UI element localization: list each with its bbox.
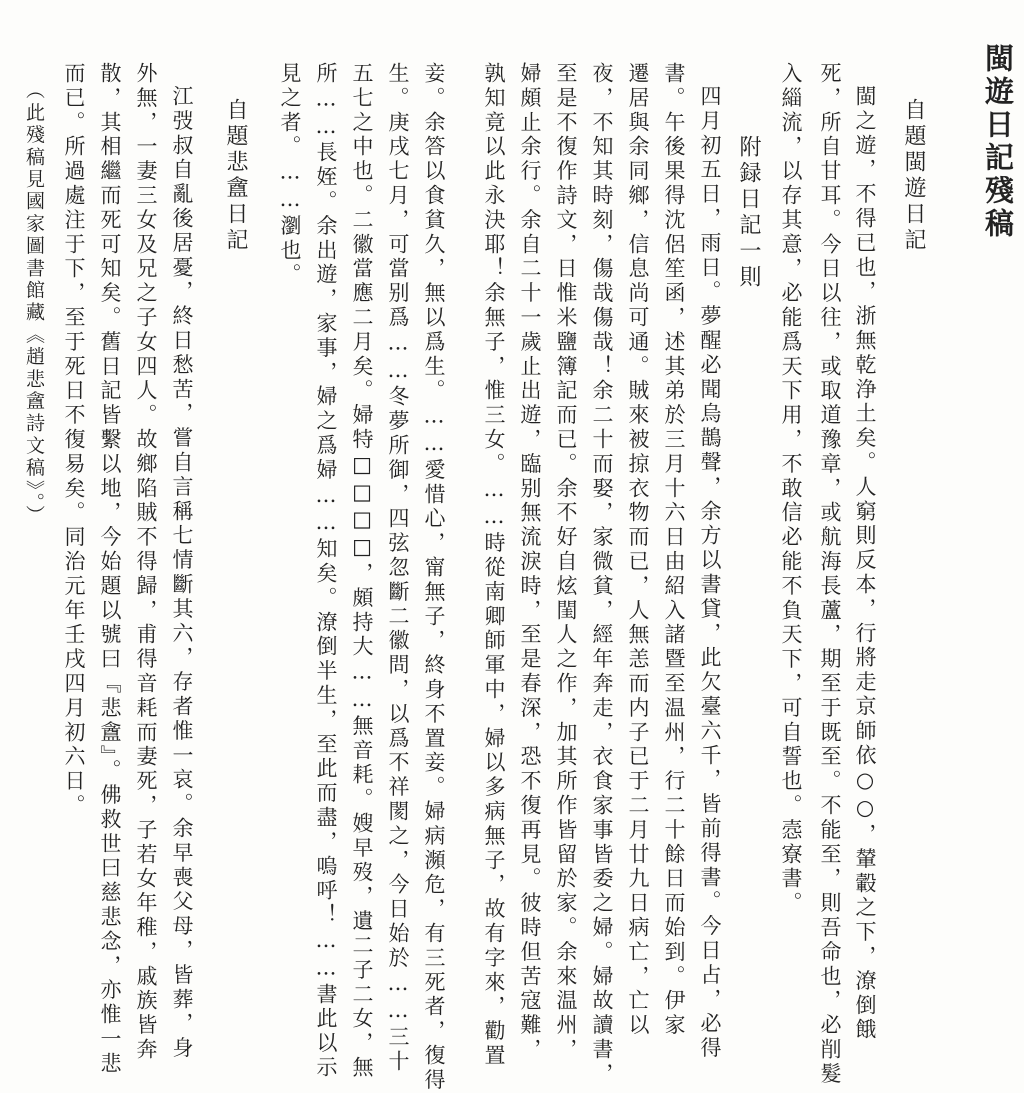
text-column: 書。午後果得沈侶笙函，述其弟於三月十六日由紹入諸暨至温州，行二十餘日而始到。伊家	[662, 62, 686, 1038]
text-column: 外無，一妻三女及兄之子女四人。故鄉陷賊不得歸，甫得音耗而妻死，子若女年稚，戚族皆奔	[134, 62, 158, 1063]
text-column: 入緇流，以存其意，必能爲天下用，不敢信必能不負天下，可自誓也。悫寮書。	[779, 62, 803, 916]
text-column: 遷居與余同鄉，信息尚可通。賊來被掠衣物而已，人無恙而内子已于二月廿九日病亡，亡以	[626, 62, 650, 1038]
text-column: 妾。余答以食貧久，無以爲生。……愛惜心，甯無子，終身不置妾。婦病瀕危，有三死者，復得	[422, 62, 446, 1093]
text-column: 生。庚戌七月，可當别爲……冬夢所御，四弦忽斷二徽問，以爲不祥閡之，今日始於……三十	[386, 62, 410, 1075]
source-note: （此殘稿見國家圖書館藏《趙悲盦詩文稿》。）	[23, 80, 45, 528]
text-column: 婦頗止余行。余自二十一歲止出遊，臨别無流淚時，至是春深，恐不復再見。彼時但苦寇難，	[518, 62, 542, 1063]
text-column: 夜，不知其時刻，傷哉傷哉！余二十而娶，家微貧，經年奔走，衣食家事皆委之婦。婦故讀書，	[590, 62, 614, 1087]
text-column: 五七之中也。二徽當應二月矣。婦特□□□□，頗持大……無音耗。嫂早歿，遺二子二女，無	[350, 62, 374, 1081]
text-column: 散，其相繼而死可知矣。舊日記皆繫以地，今始題以號曰『悲盦』。佛救世曰慈悲念，亦惟一悲	[98, 62, 122, 1077]
text-column: 閩之遊，不得已也，浙無乾浄土矣。人窮則反本，行將走京師依○○，輦轂之下，潦倒餓	[853, 85, 877, 1043]
section-heading-beian-journal: 自題悲盦日記	[223, 98, 248, 254]
text-column: 江弢叔自亂後居憂，終日愁苦，嘗自言稱七情斷其六，存者惟一哀。余早喪父母，皆葬，身	[170, 85, 194, 1061]
text-column: 四月初五日，雨日。夢醒必聞烏鵲聲，余方以書貸，此欠臺六千，皆前得書。今日占，必得	[698, 85, 722, 1061]
section-heading-min-journal: 自題閩遊日記	[901, 98, 926, 254]
section-heading-appendix: 附録日記一則	[736, 135, 761, 291]
text-column: 至是不復作詩文，日惟米鹽簿記而已。余不好自炫閨人之作，加其所作皆留於家。余來温州，	[554, 62, 578, 1063]
document-title: 閩遊日記殘稿	[981, 43, 1015, 241]
text-column: 孰知竟以此永決耶！余無子，惟三女。……時從南卿師軍中，婦以多病無子，故有字來，勸置	[482, 62, 506, 1069]
text-column: 死，所自甘耳。今日以往，或取道豫章，或航海長蘆，期至于既至。不能至，則吾命也，必削髮	[818, 62, 842, 1087]
text-column: 見之者。……瀏也。	[278, 62, 302, 288]
text-column: 所……長姪。余出遊，家事，婦之爲婦……知矣。潦倒半生，至此而盡，嗚呼！……書此以示	[314, 62, 338, 1081]
text-column: 而已。所過處注于下，至于死日不復易矣。同治元年壬戌四月初六日。	[62, 62, 86, 819]
